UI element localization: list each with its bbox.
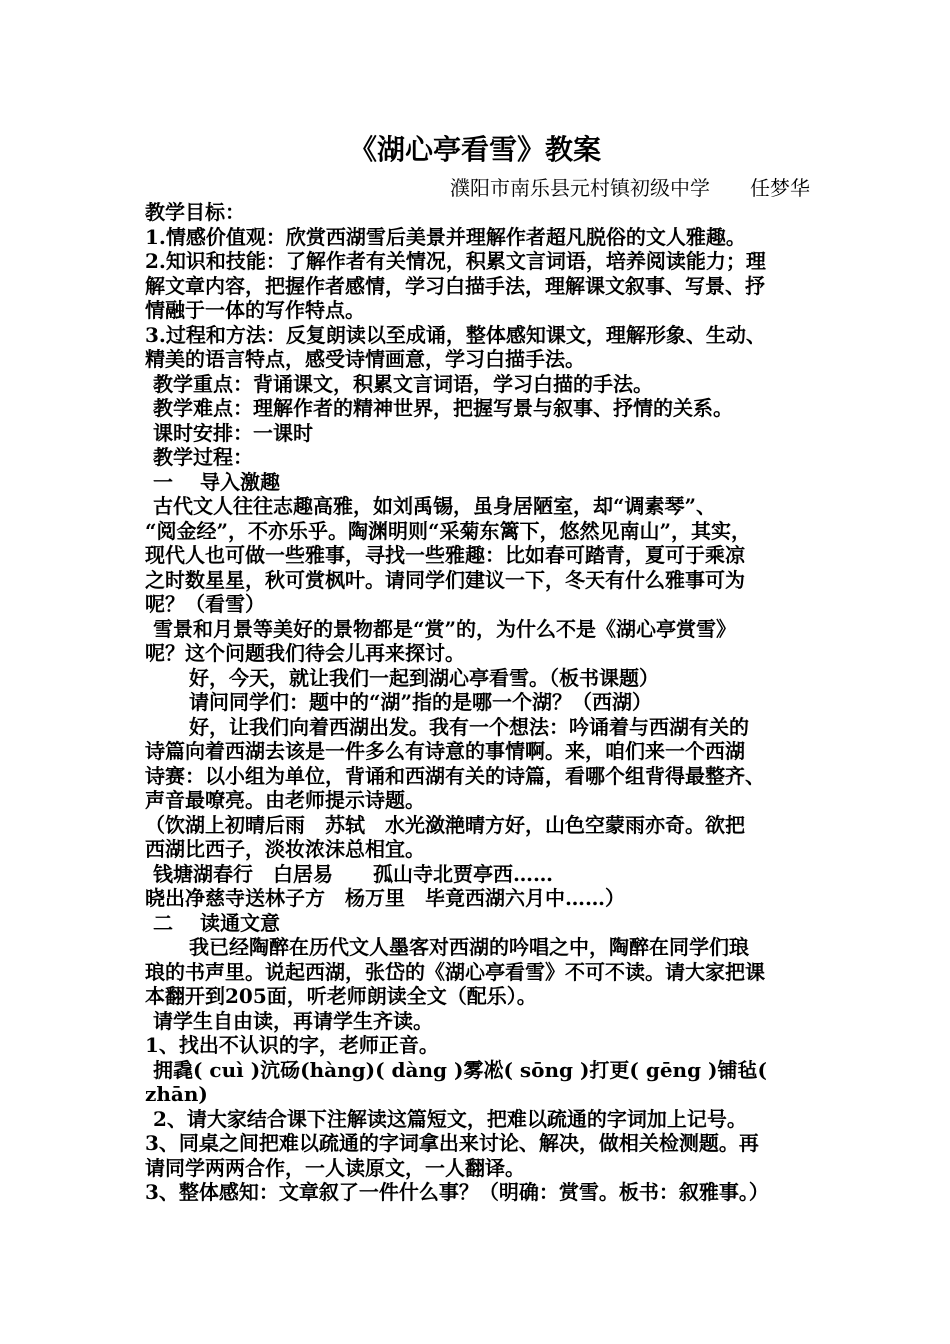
text-line: 诗赛：以小组为单位，背诵和西湖有关的诗篇，看哪个组背得最整齐、 [145, 763, 765, 788]
text-line: 雪景和月景等美好的景物都是“赏”的，为什么不是《湖心亭赏雪》 [153, 616, 737, 641]
text-line: 课时安排：一课时 [153, 420, 313, 445]
text-line: 请学生自由读，再请学生齐读。 [153, 1008, 433, 1033]
text-line: 钱塘湖春行 白居易 孤山寺北贾亭西…… [153, 861, 553, 886]
text-line: 之时数星星，秋可赏枫叶。请同学们建议一下，冬天有什么雅事可为 [145, 567, 745, 592]
text-line: 现代人也可做一些雅事，寻找一些雅趣：比如春可踏青，夏可于乘凉 [145, 543, 745, 567]
text-line: 古代文人往往志趣高雅，如刘禹锡，虽身居陋室，却“调素琴”、 [153, 494, 717, 518]
text-line: 我已经陶醉在历代文人墨客对西湖的吟唱之中，陶醉在同学们琅 [189, 935, 749, 959]
text-line: 声音最嘹亮。由老师提示诗题。 [145, 788, 425, 812]
author-line: 濮阳市南乐县元村镇初级中学 任梦华 [450, 176, 810, 200]
text-line: 情融于一体的写作特点。 [145, 298, 365, 322]
text-line: 拥毳( cuì )沆砀(hàng)( dàng )雾凇( sōng )打更( gēng )铺毡( [153, 1057, 767, 1082]
text-line: 请问同学们：题中的“湖”指的是哪一个湖？（西湖） [189, 690, 653, 714]
document-title: 《湖心亭看雪》教案 [348, 133, 601, 166]
text-line: 好，今天，就让我们一起到湖心亭看雪。（板书课题） [189, 665, 659, 690]
text-line: 好，让我们向着西湖出发。我有一个想法：吟诵着与西湖有关的 [189, 714, 749, 739]
text-line: 一 导入激趣 [153, 469, 280, 494]
text-line: 琅的书声里。说起西湖，张岱的《湖心亭看雪》不可不读。请大家把课 [145, 959, 765, 984]
text-line: 教学难点：理解作者的精神世界，把握写景与叙事、抒情的关系。 [153, 396, 733, 420]
text-line: zhān) [145, 1082, 208, 1106]
text-line: 教学过程： [153, 445, 253, 469]
text-line: 2、请大家结合课下注解读这篇短文，把难以疏通的字词加上记号。 [153, 1106, 747, 1131]
text-line: 呢？（看雪） [145, 592, 265, 616]
text-line: 1.情感价值观：欣赏西湖雪后美景并理解作者超凡脱俗的文人雅趣。 [145, 224, 746, 249]
text-line: 解文章内容，把握作者感情，学习白描手法，理解课文叙事、写景、抒 [145, 273, 765, 298]
text-line: 本翻开到205面，听老师朗读全文（配乐）。 [145, 984, 537, 1008]
text-line: 3、同桌之间把难以疏通的字词拿出来讨论、解决，做相关检测题。再 [145, 1131, 759, 1155]
text-line: 诗篇向着西湖去该是一件多么有诗意的事情啊。来，咱们来一个西湖 [145, 739, 745, 763]
text-line: 二 读通文意 [153, 910, 280, 935]
text-line: （饮湖上初晴后雨 苏轼 水光潋滟晴方好，山色空蒙雨亦奇。欲把 [145, 812, 745, 837]
text-line: 1、找出不认识的字，老师正音。 [145, 1033, 439, 1057]
text-line: 3.过程和方法：反复朗读以至成诵，整体感知课文，理解形象、生动、 [145, 322, 766, 347]
text-line: 西湖比西子，淡妆浓沫总相宜。 [145, 837, 425, 861]
text-line: 请同学两两合作，一人读原文，一人翻译。 [145, 1155, 525, 1180]
text-line: 2.知识和技能：了解作者有关情况，积累文言词语，培养阅读能力；理 [145, 249, 766, 273]
text-line: 教学目标： [145, 200, 245, 224]
document-body [145, 200, 815, 1205]
text-line: 呢？这个问题我们待会儿再来探讨。 [145, 641, 465, 665]
text-line: “阅金经”，不亦乐乎。陶渊明则“采菊东篱下，悠然见南山”，其实， [145, 518, 752, 543]
text-line: 教学重点：背诵课文，积累文言词语，学习白描的手法。 [153, 371, 653, 396]
text-line: 精美的语言特点，感受诗情画意，学习白描手法。 [145, 347, 585, 371]
text-line: 3、整体感知：文章叙了一件什么事？（明确：赏雪。板书：叙雅事。） [145, 1180, 769, 1204]
text-line: 晓出净慈寺送林子方 杨万里 毕竟西湖六月中……） [145, 886, 625, 910]
